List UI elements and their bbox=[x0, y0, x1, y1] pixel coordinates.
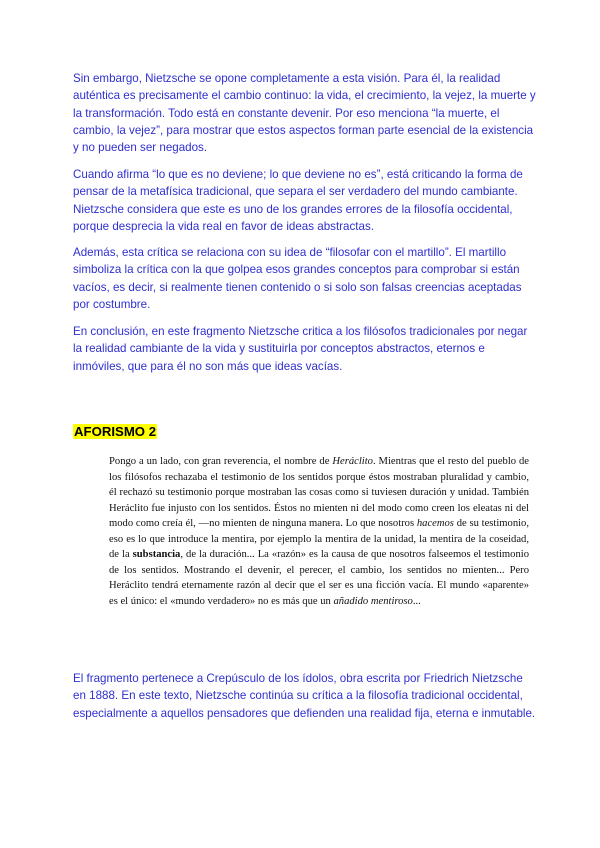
section-heading bbox=[73, 423, 157, 440]
quote-text: , de la duración... La «razón» es la causa de que nosotros falseemos el testimonio de los sentidos. Mostrando el devenir, el perecer, el cambio, los sentidos no mienten... Pero Heráclito tendrá eternamente razón al decir que el ser es una ficción vacía. El mundo «aparente» es el único: el «mundo verdadero» no es más que un bbox=[109, 549, 529, 607]
heading-highlight: AFORISMO 2 bbox=[74, 424, 157, 439]
paragraph-source: El fragmento pertenece a Crepúsculo de los ídolos, obra escrita por Friedrich Nietzsche en 1888. En este texto, Nietzsche continúa su crítica a la filosofía tradicional occidental, especialmente a aquellos pensadores que defienden una realidad fija, eterna e inmutable. bbox=[73, 672, 536, 720]
quote-italic-heraclito: Heráclito bbox=[332, 456, 373, 467]
quote-text: de su testimonio, eso es lo que introduce la mentira, por ejemplo la mentira de la unidad, la mentira de la coseidad, de la bbox=[109, 518, 530, 560]
paragraph-hammer: Además, esta crítica se relaciona con su idea de “filosofar con el martillo”. El martillo simboliza la crítica con la que golpea esos grandes conceptos para comprobar si están vacíos, es decir, si realmente tienen contenido o si solo son falsas creencias aceptadas por costumbre. bbox=[73, 246, 522, 311]
quote-italic-anadido: añadido mentiroso bbox=[333, 595, 413, 607]
quote-text: . Mientras que el resto del pueblo de los filósofos rechazaba el testimonio de los sentidos porque éstos mostraban pluralidad y cambio, él rechazó su testimonio porque mostraban las cosas como si tuviesen duración y unidad. También Heráclito fue injusto con los sentidos. Éstos no mienten ni del modo como creen los eleatas ni del modo como creía él, —no mienten de ninguna manera. Lo que nosotros bbox=[109, 456, 530, 529]
paragraph-metaphysics-critique: Cuando afirma “lo que es no deviene; lo que deviene no es”, está criticando la forma de pensar de la metafísica tradicional, que separa el ser verdadero del mundo cambiante. Nietzsche considera que este es uno de los grandes errores de la filosofía occidental, porque desprecia la vida real en favor de ideas abstractas. bbox=[73, 168, 523, 233]
quote-bold-substancia: substancia bbox=[132, 549, 181, 560]
paragraph-conclusion: En conclusión, en este fragmento Nietzsche critica a los filósofos tradicionales por negar la realidad cambiante de la vida y sustituirla por conceptos abstractos, eternos e inmóviles, que para él no son más que ideas vacías. bbox=[73, 325, 528, 373]
quote-text: Pongo a un lado, con gran reverencia, el nombre de bbox=[109, 456, 333, 467]
aphorism-quote bbox=[109, 454, 529, 609]
quote-text: ... bbox=[412, 595, 421, 607]
quote-italic-hacemos: hacemos bbox=[416, 518, 454, 529]
paragraph-change-reality: Sin embargo, Nietzsche se opone completamente a esta visión. Para él, la realidad auténtica es precisamente el cambio continuo: la vida, el crecimiento, la vejez, la muerte y la transformación. Todo está en constante devenir. Por eso menciona “la muerte, el cambio, la vejez”, para mostrar que estos aspectos forman parte esencial de la existencia y no pueden ser negados. bbox=[73, 72, 536, 155]
